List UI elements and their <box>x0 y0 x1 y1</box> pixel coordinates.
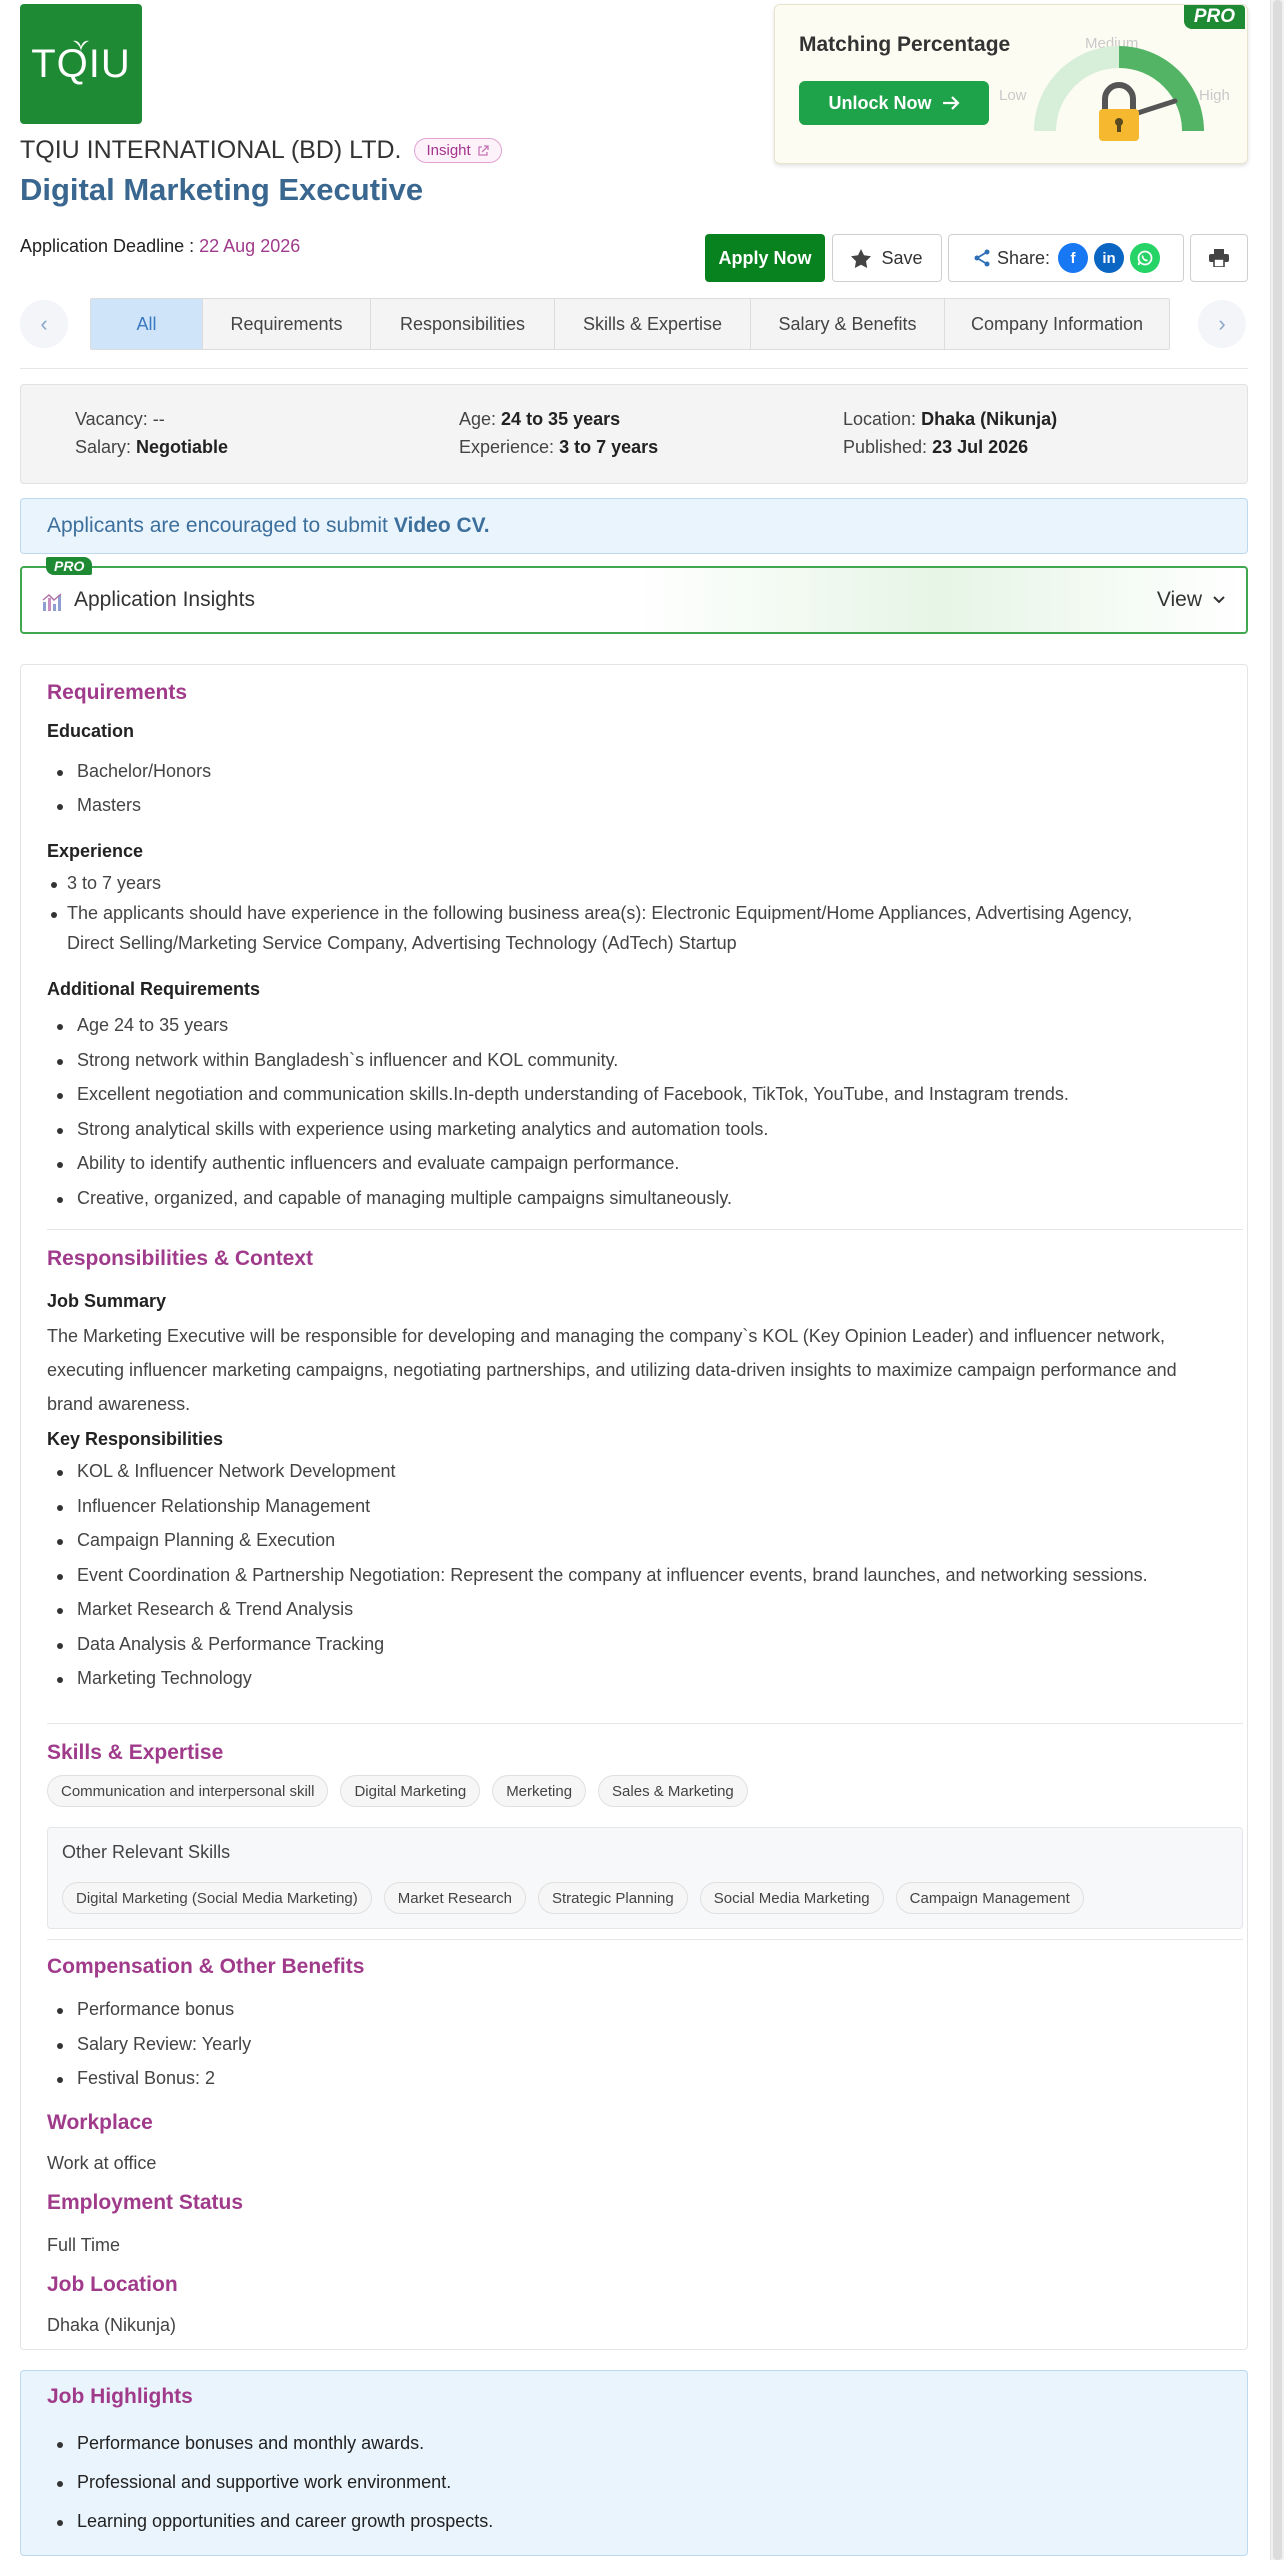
chevron-right-icon: › <box>1218 311 1226 336</box>
matching-percentage-card <box>774 4 1248 164</box>
matching-gauge <box>999 27 1239 147</box>
section-divider <box>47 1939 1243 1940</box>
scrollbar-thumb[interactable] <box>1273 0 1282 2560</box>
save-button[interactable] <box>832 234 942 282</box>
list-item: Market Research & Trend Analysis <box>47 1599 1148 1634</box>
print-button[interactable] <box>1190 234 1248 282</box>
video-cv-link[interactable]: Video CV. <box>393 514 490 537</box>
skill-chip: Digital Marketing (Social Media Marketing) <box>62 1882 372 1914</box>
application-deadline <box>20 236 300 257</box>
star-icon <box>851 249 871 268</box>
insights-title: Application Insights <box>74 588 255 611</box>
chevron-down-icon <box>1212 595 1226 605</box>
workplace-value: Work at office <box>47 2153 157 2173</box>
additional-requirements-heading: Additional Requirements <box>47 979 261 999</box>
job-title: Digital Marketing Executive <box>20 172 424 207</box>
requirements-heading: Requirements <box>47 681 188 704</box>
share-bar <box>948 234 1184 282</box>
skill-chip: Merketing <box>492 1775 586 1807</box>
job-location-value: Dhaka (Nikunja) <box>47 2315 177 2335</box>
skill-chip: Strategic Planning <box>538 1882 688 1914</box>
unlock-now-button[interactable] <box>799 81 989 125</box>
salary-info: Salary: Negotiable <box>75 437 229 457</box>
education-list <box>47 761 211 829</box>
skills-heading: Skills & Expertise <box>47 1741 224 1764</box>
leaf-icon <box>72 38 90 52</box>
gauge-high-label: High <box>1199 87 1230 104</box>
tabs-divider <box>20 368 1248 369</box>
gauge-medium-label: Medium <box>1085 35 1139 52</box>
vacancy-info: Vacancy: -- <box>75 409 165 429</box>
tab-company-information[interactable]: Company Information <box>945 299 1169 349</box>
company-name-row <box>20 136 502 165</box>
apply-now-button[interactable]: Apply Now <box>705 234 825 282</box>
share-label: Share: <box>997 247 1051 268</box>
tab-requirements[interactable]: Requirements <box>203 299 371 349</box>
list-item: Salary Review: Yearly <box>47 2034 251 2069</box>
printer-icon <box>1209 249 1229 267</box>
list-item: Age 24 to 35 years <box>47 1015 1069 1050</box>
section-divider <box>47 1723 1243 1724</box>
tab-all[interactable]: All <box>91 299 203 349</box>
gauge-low-label: Low <box>999 87 1027 104</box>
application-insights-bar[interactable] <box>20 558 1248 634</box>
skills-chips <box>47 1775 748 1807</box>
skill-chip: Communication and interpersonal skill <box>47 1775 328 1807</box>
tab-salary-benefits[interactable]: Salary & Benefits <box>751 299 945 349</box>
insight-badge[interactable] <box>414 138 502 163</box>
whatsapp-icon[interactable] <box>1130 243 1160 273</box>
deadline-label: Application Deadline : <box>20 236 195 256</box>
company-logo <box>20 4 142 124</box>
job-details-content <box>20 664 1248 2350</box>
tab-list <box>90 298 1170 350</box>
job-summary-heading: Job Summary <box>47 1291 167 1311</box>
section-divider <box>47 1229 1243 1230</box>
company-name: TQIU INTERNATIONAL (BD) LTD. <box>20 136 402 164</box>
list-item: Professional and supportive work environment. <box>47 2472 493 2511</box>
employment-status-heading: Employment Status <box>47 2191 244 2214</box>
other-skills-chips <box>62 1882 1084 1914</box>
pro-badge: PRO <box>1184 5 1245 29</box>
skill-chip: Digital Marketing <box>340 1775 480 1807</box>
share-icon <box>973 249 991 267</box>
other-skills-heading: Other Relevant Skills <box>62 1842 231 1862</box>
experience-list <box>41 873 1132 933</box>
list-item: Creative, organized, and capable of managing multiple campaigns simultaneously. <box>47 1188 1069 1223</box>
list-item: Bachelor/Honors <box>47 761 211 795</box>
chevron-left-icon: ‹ <box>40 311 48 336</box>
list-item: Ability to identify authentic influencers and evaluate campaign performance. <box>47 1153 1069 1188</box>
matching-title: Matching Percentage <box>799 33 1011 56</box>
list-item: Performance bonuses and monthly awards. <box>47 2433 493 2472</box>
view-label: View <box>1156 588 1202 611</box>
list-item: Excellent negotiation and communication skills.In-depth understanding of Facebook, TikTok, YouTube, and Instagram trends. <box>47 1084 1069 1119</box>
facebook-icon[interactable]: f <box>1058 243 1088 273</box>
insights-pro-badge: PRO <box>46 557 92 575</box>
unlock-label: Unlock Now <box>828 92 932 113</box>
list-item: Strong analytical skills with experience using marketing analytics and automation tools. <box>47 1119 1069 1154</box>
list-item: Campaign Planning & Execution <box>47 1530 1148 1565</box>
tabs-scroll-left-button[interactable] <box>20 300 68 348</box>
published-info: Published: 23 Jul 2026 <box>843 437 1029 457</box>
experience-heading: Experience <box>47 841 144 861</box>
section-tabs <box>20 298 1248 350</box>
workplace-heading: Workplace <box>47 2111 153 2134</box>
responsibilities-heading: Responsibilities & Context <box>47 1247 314 1270</box>
list-item: Masters <box>47 795 211 829</box>
list-item: 3 to 7 years <box>41 873 1132 903</box>
tab-responsibilities[interactable]: Responsibilities <box>371 299 555 349</box>
skill-chip: Sales & Marketing <box>598 1775 748 1807</box>
compensation-heading: Compensation & Other Benefits <box>47 1955 365 1978</box>
list-item: Marketing Technology <box>47 1668 1148 1703</box>
save-label: Save <box>881 247 923 268</box>
video-cv-notice <box>20 498 1248 554</box>
job-location-heading: Job Location <box>47 2273 178 2296</box>
video-cv-text: Applicants are encouraged to submit <box>47 514 388 537</box>
location-info: Location: Dhaka (Nikunja) <box>843 409 1058 429</box>
key-responsibilities-heading: Key Responsibilities <box>47 1429 224 1449</box>
job-highlights-box <box>20 2370 1248 2556</box>
list-item: Influencer Relationship Management <box>47 1496 1148 1531</box>
key-responsibilities-list <box>47 1461 1148 1703</box>
list-item: KOL & Influencer Network Development <box>47 1461 1148 1496</box>
list-item: Strong network within Bangladesh`s influencer and KOL community. <box>47 1050 1069 1085</box>
list-item: Event Coordination & Partnership Negotiation: Represent the company at influencer events, brand launches, and networking sessions. <box>47 1565 1148 1600</box>
insight-badge-label: Insight <box>426 142 471 159</box>
bar-chart-icon <box>42 592 62 612</box>
experience-info: Experience: 3 to 7 years <box>459 437 659 457</box>
linkedin-icon[interactable]: in <box>1094 243 1124 273</box>
gauge-icon <box>999 27 1239 147</box>
list-item: Performance bonus <box>47 1999 251 2034</box>
skill-chip: Market Research <box>384 1882 526 1914</box>
deadline-date: 22 Aug 2026 <box>199 236 301 256</box>
skill-chip: Social Media Marketing <box>700 1882 884 1914</box>
age-info: Age: 24 to 35 years <box>459 409 621 429</box>
job-summary-text: The Marketing Executive will be responsible for developing and managing the company`s KOL (Key Opinion Leader) and influencer network, executing influencer marketing campaigns, negotiating partnerships, and utilizing data-driven insights to maximize campaign performance and brand awareness. <box>47 1326 1177 1414</box>
education-heading: Education <box>47 721 135 741</box>
list-item: Learning opportunities and career growth prospects. <box>47 2511 493 2550</box>
additional-requirements-list <box>47 1015 1069 1222</box>
tab-skills-expertise[interactable]: Skills & Expertise <box>555 299 751 349</box>
tabs-scroll-right-button[interactable] <box>1198 300 1246 348</box>
job-summary-box <box>20 384 1248 484</box>
list-item: Data Analysis & Performance Tracking <box>47 1634 1148 1669</box>
experience-list-continued: Direct Selling/Marketing Service Company, Advertising Technology (AdTech) Startup <box>67 933 737 953</box>
job-highlights-heading: Job Highlights <box>47 2385 193 2408</box>
insights-view-toggle[interactable] <box>1157 588 1226 612</box>
arrow-right-icon <box>942 96 960 110</box>
page-scrollbar[interactable] <box>1270 0 1284 2560</box>
other-relevant-skills-box <box>47 1827 1243 1929</box>
logo-text: TQIU <box>31 41 131 86</box>
job-highlights-list <box>47 2433 493 2550</box>
employment-status-value: Full Time <box>47 2235 121 2255</box>
list-item: Festival Bonus: 2 <box>47 2068 251 2103</box>
external-link-icon <box>477 145 489 157</box>
list-item: The applicants should have experience in the following business area(s): Electronic Equipment/Home Appliances, Advertising Agency, <box>41 903 1132 933</box>
compensation-list <box>47 1999 251 2103</box>
skill-chip: Campaign Management <box>896 1882 1084 1914</box>
